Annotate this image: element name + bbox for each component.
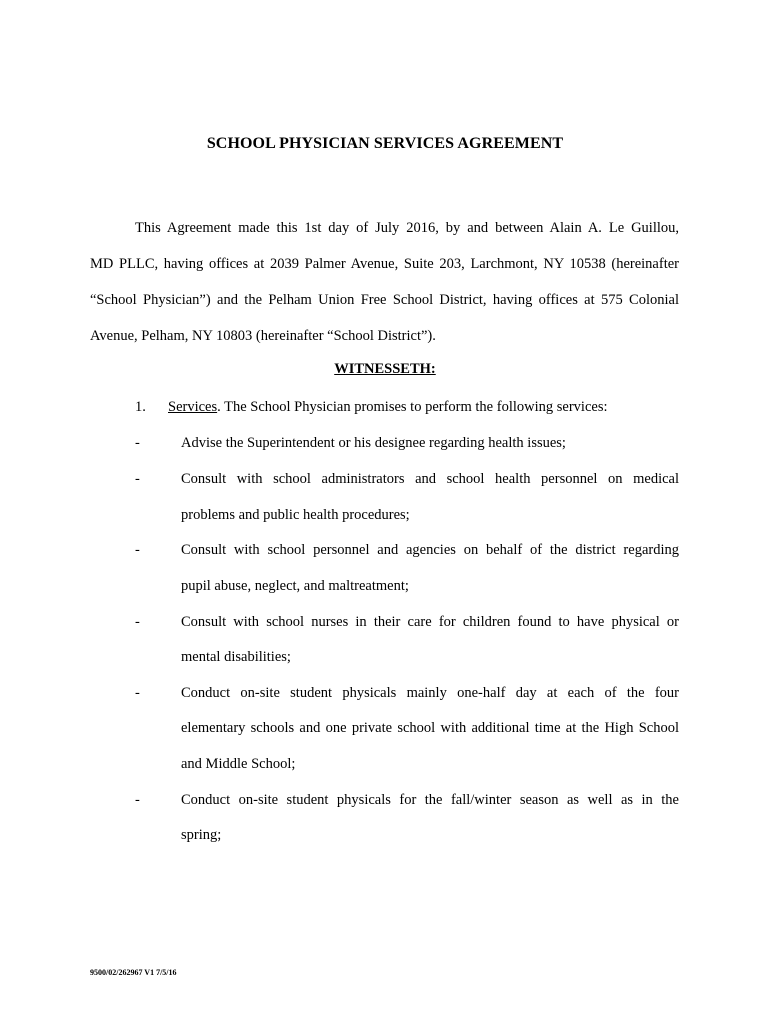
list-item-line: spring; — [181, 827, 222, 843]
section-heading-line — [168, 397, 608, 417]
section-intro-text: . The School Physician promises to perform the following services: — [217, 399, 608, 415]
list-item-line: elementary schools and one private school with additional time at the High School — [181, 720, 679, 736]
intro-line-4: Avenue, Pelham, NY 10803 (hereinafter “School District”). — [90, 328, 436, 344]
bullet-marker: - — [135, 685, 140, 701]
bullet-marker: - — [135, 792, 140, 808]
intro-line-1: This Agreement made this 1st day of July 2016, by and between Alain A. Le Guillou, — [135, 220, 679, 236]
list-item-line: Advise the Superintendent or his designee regarding health issues; — [181, 435, 566, 451]
bullet-marker: - — [135, 542, 140, 558]
witnesseth-heading: WITNESSETH: — [334, 361, 436, 377]
section-heading: Services — [168, 399, 218, 415]
list-item-line: mental disabilities; — [181, 649, 291, 665]
bullet-marker: - — [135, 614, 140, 630]
bullet-marker: - — [135, 435, 140, 451]
list-item-line: Consult with school administrators and school health personnel on medical — [181, 471, 679, 487]
list-item-line: Conduct on-site student physicals for the fall/winter season as well as in the — [181, 792, 679, 808]
list-item-line: pupil abuse, neglect, and maltreatment; — [181, 578, 409, 594]
document-title: SCHOOL PHYSICIAN SERVICES AGREEMENT — [206, 135, 564, 152]
list-item-line: Consult with school personnel and agencies on behalf of the district regarding — [181, 542, 679, 558]
intro-line-3: “School Physician”) and the Pelham Union Free School District, having offices at 575 Colonial — [90, 292, 679, 308]
list-item-line: problems and public health procedures; — [181, 507, 410, 523]
list-item-line: and Middle School; — [181, 756, 296, 772]
list-item-line: Consult with school nurses in their care for children found to have physical or — [181, 614, 679, 630]
document-footer-id: 9500/02/262967 V1 7/5/16 — [90, 968, 177, 977]
bullet-marker: - — [135, 471, 140, 487]
section-number: 1. — [135, 399, 146, 415]
intro-line-2: MD PLLC, having offices at 2039 Palmer Avenue, Suite 203, Larchmont, NY 10538 (hereinafter — [90, 256, 679, 272]
list-item-line: Conduct on-site student physicals mainly one-half day at each of the four — [181, 685, 679, 701]
